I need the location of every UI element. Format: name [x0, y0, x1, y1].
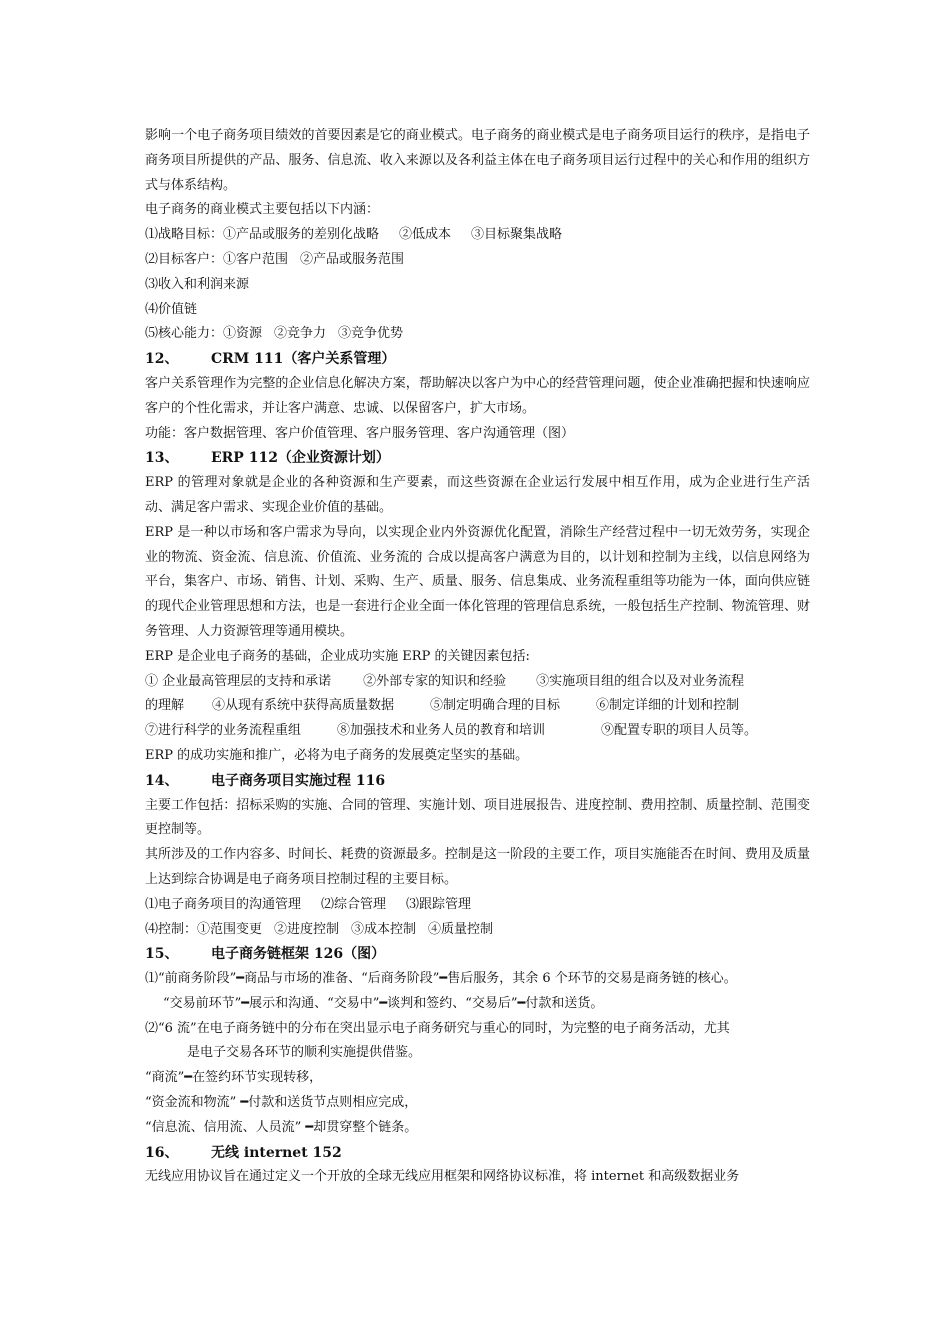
section-heading	[145, 347, 810, 372]
section-heading	[145, 1141, 810, 1166]
body-line: ERP 是企业电子商务的基础，企业成功实施 ERP 的关键因素包括:	[145, 648, 530, 664]
body-line: ERP 的成功实施和推广，必将为电子商务的发展奠定坚实的基础。	[145, 747, 529, 763]
list-item: “信息流、信用流、人员流” ━却贯穿整个链条。	[145, 1119, 418, 1135]
body-line: ⑵“6 流”在电子商务链中的分布在突出显示电子商务研究与重心的同时，为完整的电子商务活动，尤其	[145, 1020, 730, 1036]
body-line: 无线应用协议旨在通过定义一个开放的全球无线应用框架和网络协议标准，将 internet 和高级数据业务	[145, 1169, 740, 1185]
section-heading	[145, 446, 810, 471]
body-paragraph: ERP 是一种以市场和客户需求为导向，以实现企业内外资源优化配置，消除生产经营过程中一切无效劳务，实现企业的物流、资金流、信息流、价值流、业务流的 合成以提高客户满意为目的，以计划和控制为主线，以信息网络为平台，集客户、市场、销售、计划、采购、生产、质量、服务、信息集成、业务流程重组等功能为一体，面向供应链的现代企业管理思想和方法，也是一套进行企业全面一体化管理的管理信息系统，一般包括生产控制、物流管理、财务管理、人力资源管理等通用模块。	[145, 524, 810, 639]
list-item: ⑸核心能力：①资源 ②竞争力 ③竞争优势	[145, 326, 404, 342]
body-paragraph: ⑴“前商务阶段”━商品与市场的准备、“后商务阶段”━售后服务，其余 6 个环节的交易是商务链的核心。	[145, 971, 737, 987]
section-number: 15、	[145, 946, 179, 963]
list-item: “资金流和物流” ━付款和送货节点则相应完成，	[145, 1095, 418, 1111]
body-line: 电子商务的商业模式主要包括以下内涵：	[145, 202, 380, 218]
body-paragraph: 主要工作包括：招标采购的实施、合同的管理、实施计划、项目进展报告、进度控制、费用控制、质量控制、范围变更控制等。	[145, 797, 810, 838]
list-item: ⑷价值链	[145, 301, 198, 317]
section-title: 电子商务链框架 126（图）	[211, 946, 386, 963]
section-number: 16、	[145, 1144, 179, 1161]
body-paragraph: 其所涉及的工作内容多、时间长、耗费的资源最多。控制是这一阶段的主要工作，项目实施能否在时间、费用及质量上达到综合协调是电子商务项目控制过程的主要目标。	[145, 847, 810, 887]
section-number: 13、	[145, 450, 179, 467]
body-paragraph: ERP 的管理对象就是企业的各种资源和生产要素，而这些资源在企业运行发展中相互作用，成为企业进行生产活动、满足客户需求、实现企业价值的基础。	[145, 475, 810, 515]
section-title: 电子商务项目实施过程 116	[211, 772, 386, 789]
list-item: “商流”━在签约环节实现转移，	[145, 1070, 323, 1086]
list-item: ⑵目标客户：①客户范围 ②产品或服务范围	[145, 251, 405, 267]
body-paragraph: 客户关系管理作为完整的企业信息化解决方案，帮助解决以客户为中心的经营管理问题，使企业准确把握和快速响应客户的个性化需求，并让客户满意、忠诚、以保留客户，扩大市场。	[145, 375, 810, 416]
section-title: 无线 internet 152	[211, 1144, 342, 1161]
list-line: ① 企业最高管理层的支持和承诺 ②外部专家的知识和经验 ③实施项目组的组合以及对业务流程	[145, 673, 745, 689]
list-line: ⑦进行科学的业务流程重组 ⑧加强技术和业务人员的教育和培训 ⑨配置专职的项目人员等。	[145, 723, 758, 739]
list-line: 的理解 ④从现有系统中获得高质量数据 ⑤制定明确合理的目标 ⑥制定详细的计划和控制	[145, 698, 740, 714]
section-number: 14、	[145, 772, 179, 789]
document-page	[145, 124, 810, 1190]
section-title: CRM 111（客户关系管理）	[211, 351, 396, 368]
body-line: 功能：客户数据管理、客户价值管理、客户服务管理、客户沟通管理（图）	[145, 425, 575, 441]
list-item: ⑶收入和利润来源	[145, 276, 250, 292]
section-title: ERP 112（企业资源计划）	[211, 450, 390, 467]
body-line: 是电子交易各环节的顺利实施提供借鉴。	[187, 1045, 422, 1061]
body-paragraph: 影响一个电子商务项目绩效的首要因素是它的商业模式。电子商务的商业模式是电子商务项目运行的秩序，是指电子商务项目所提供的产品、服务、信息流、收入来源以及各利益主体在电子商务项目运行过程中的关心和作用的组织方式与体系结构。	[145, 128, 810, 193]
section-heading	[145, 769, 810, 794]
list-item: ⑷控制：①范围变更 ②进度控制 ③成本控制 ④质量控制	[145, 921, 494, 937]
section-heading	[145, 942, 810, 967]
body-line: “交易前环节”━展示和沟通、“交易中”━谈判和签约、“交易后”━付款和送货。	[163, 995, 604, 1011]
list-item: ⑴电子商务项目的沟通管理 ⑵综合管理 ⑶跟踪管理	[145, 896, 472, 912]
section-number: 12、	[145, 351, 179, 368]
list-item: ⑴战略目标：①产品或服务的差别化战略 ②低成本 ③目标聚集战略	[145, 227, 563, 243]
